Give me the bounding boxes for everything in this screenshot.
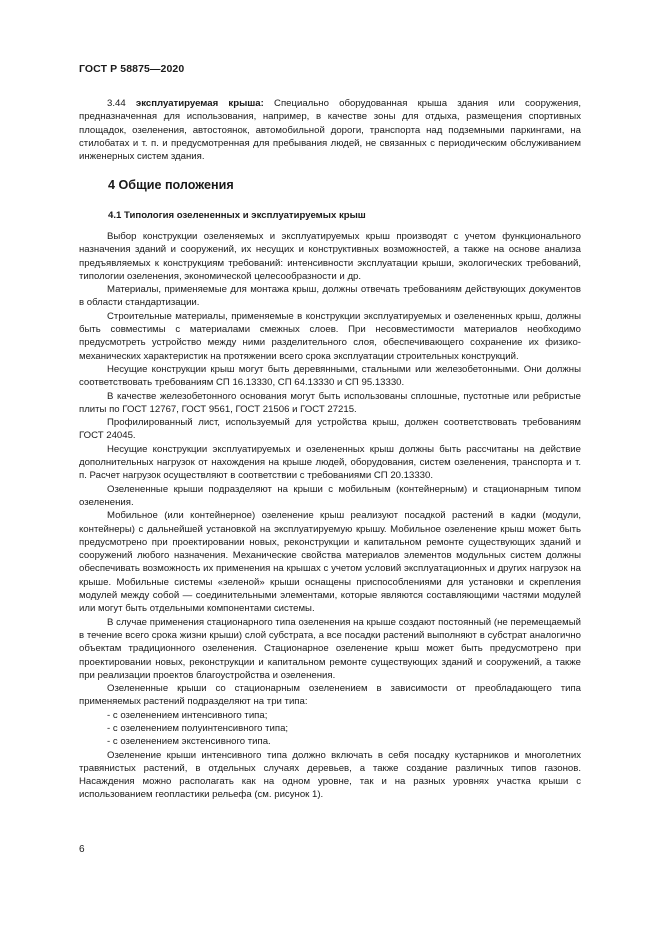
subsection-title: 4.1 Типология озелененных и эксплуатируемых крыш [108, 210, 366, 221]
paragraph-7: Несущие конструкции эксплуатируемых и озелененных крыш должны быть рассчитаны на действие дополнительных нагрузок от нахождения на крыше людей, оборудования, систем озеленения, транспорта и т. п. Расчет нагрузок осуществляют в соответствии с требованиями СП 20.13330. [79, 443, 581, 482]
definition-term: эксплуатируемая крыша: [135, 98, 264, 109]
page-number: 6 [79, 844, 85, 855]
paragraph-3: Строительные материалы, применяемые в конструкции эксплуатируемых и озелененных крыш, должны быть совместимы с материалами смежных слоев. При несовместимости материалов необходимо предусмотреть устройство между ними разделительного слоя, обеспечивающего сохранение их физико-механических характеристик на протяжении всего срока эксплуатации строительных конструкций. [79, 310, 581, 362]
definition-number: 3.44 [107, 98, 126, 109]
paragraph-10: В случае применения стационарного типа озеленения на крыше создают постоянный (не перемещаемый в течение всего срока жизни крыши) слой субстрата, а все посадки растений выполняют в субстрат аналогично объектам традиционного озеленения. Стационарное озеленение крыш может быть предусмотрено при проектировании новых, реконструкции и капитальном ремонте существующих зданий и сооружений, а также при реализации проектов благоустройства и озеленения. [79, 616, 581, 681]
paragraph-11: Озелененные крыши со стационарным озеленением в зависимости от преобладающего типа применяемых растений подразделяют на три типа: [79, 683, 581, 708]
document-header: ГОСТ Р 58875—2020 [79, 63, 185, 75]
paragraph-1: Выбор конструкции озеленяемых и эксплуатируемых крыш производят с учетом функционального назначения зданий и сооружений, их несущих и конструктивных возможностей, а также на основе анализа предъявляемых к конструкциям требований: интенсивности эксплуатации крыши, экологических требований, типологии озеленения, экономической целесообразности и др. [79, 231, 581, 282]
paragraph-2: Материалы, применяемые для монтажа крыш, должны отвечать требованиям действующих документов в области стандартизации. [79, 284, 581, 309]
paragraph-6: Профилированный лист, используемый для устройства крыш, должен соответствовать требованиям ГОСТ 24045. [79, 417, 581, 442]
body-text [79, 230, 581, 802]
paragraph-9: Мобильное (или контейнерное) озеленение крыш реализуют посадкой растений в кадки (модули, контейнеры) с дальнейшей установкой на эксплуатируемую крышу. Мобильное озеленение крыш может быть предусмотрено при проектировании новых, реконструкции и капитальном ремонте существующих зданий и сооружений любого назначения. Механические свойства материалов элементов модульных систем должны обеспечивать возможность их применения на крышах с учетом условий эксплуатационных и других нагрузок на крыше. Мобильные системы «зеленой» крыши оснащены приспособлениями для установки и скрепления модулей между собой — соединительными элементами, которые являются составляющими частями модулей или могут быть отдельными компонентами системы. [79, 510, 581, 615]
list-item: - с озеленением полуинтенсивного типа; [107, 722, 289, 734]
paragraph-4: Несущие конструкции крыш могут быть деревянными, стальными или железобетонными. Они должны соответствовать требованиям СП 16.13330, СП 64.13330 и СП 95.13330. [79, 363, 581, 389]
section-title: 4 Общие положения [108, 178, 234, 192]
definition-3-44 [79, 97, 581, 163]
paragraph-5: В качестве железобетонного основания могут быть использованы сплошные, пустотные или ребристые плиты по ГОСТ 12767, ГОСТ 9561, ГОСТ 21506 и ГОСТ 27215. [79, 390, 581, 415]
paragraph-8: Озелененные крыши подразделяют на крыши с мобильным (контейнерным) и стационарным типом озеленения. [79, 483, 581, 508]
list-item: - с озеленением экстенсивного типа. [107, 736, 271, 748]
list-item: - с озеленением интенсивного типа; [107, 709, 268, 721]
definition-text: Специально оборудованная крыша здания или сооружения, предназначенная для использования, например, в качестве зоны для отдыха, размещения спортивных площадок, озеленения, автостоянок, автомобильной дороги, транспорта над подземными паркингами, на стилобатах и т. п. и предусмотренная для пребывания людей, не связанных с периодическим обслуживанием инженерных систем здания. [79, 98, 581, 163]
paragraph-final: Озеленение крыши интенсивного типа должно включать в себя посадку кустарников и многолетних травянистых растений, в отдельных случаях деревьев, а также создание различных типов газонов. Насаждения можно располагать как на одном уровне, так и на разных уровнях участка крыши с использованием геопластики рельефа (см. рисунок 1). [79, 749, 581, 801]
